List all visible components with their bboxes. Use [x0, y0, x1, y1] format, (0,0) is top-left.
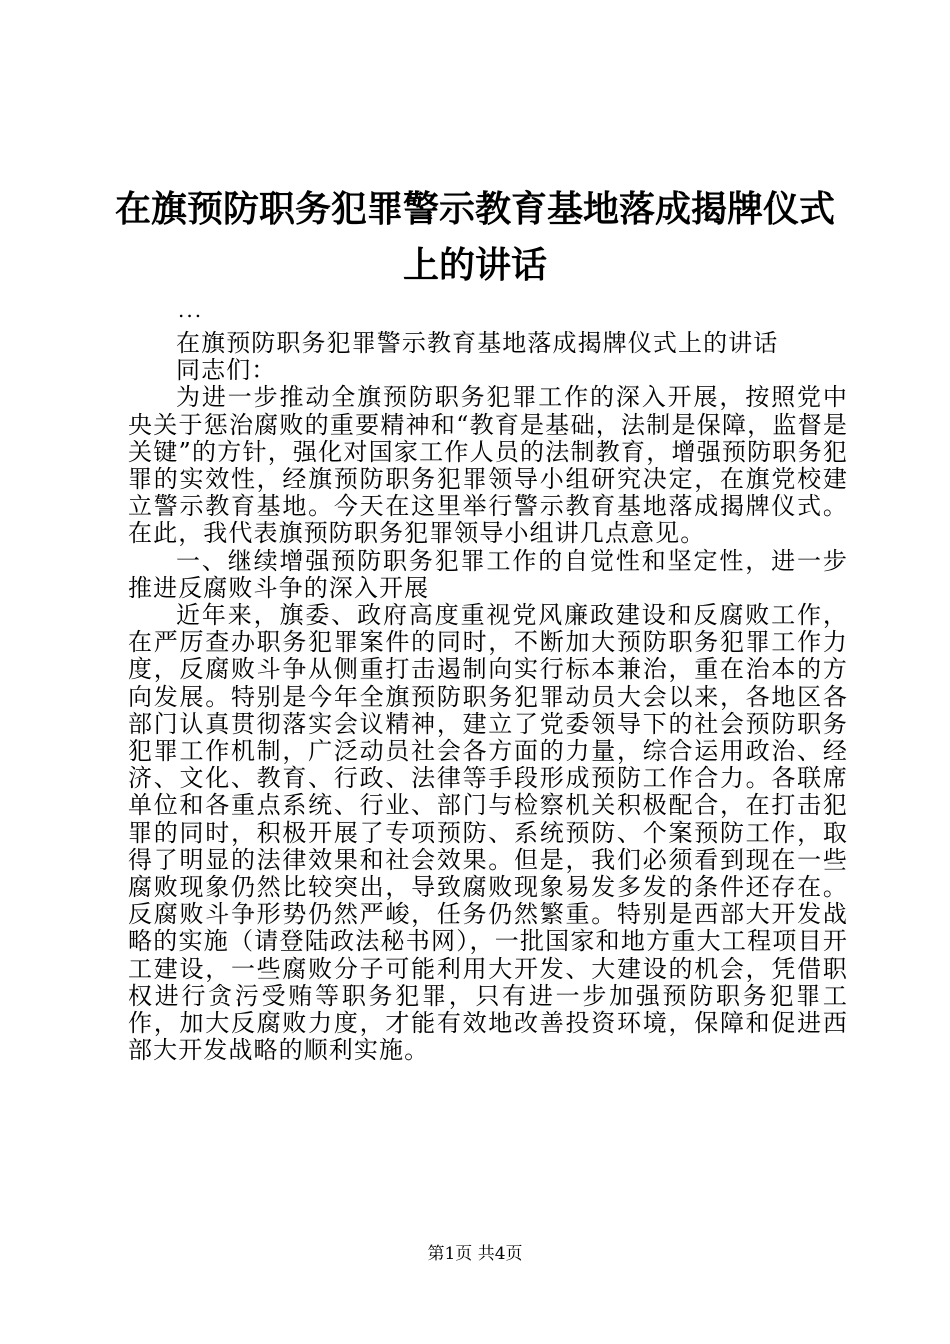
body-paragraph-content: 近年来，旗委、政府高度重视党风廉政建设和反腐败工作，在严厉查办职务犯罪案件的同时，不断加大预防职务犯罪工作力度，反腐败斗争从侧重打击遏制向实行标本兼治，重在治本的方向发展。特别是今年全旗预防职务犯罪动员大会以来，各地区各部门认真贯彻落实会议精神，建立了党委领导下的社会预防职务犯罪工作机制，广泛动员社会各方面的力量，综合运用政治、经济、文化、教育、行政、法律等手段形成预防工作合力。各联席单位和各重点系统、行业、部门与检察机关积极配合，在打击犯罪的同时，积极开展了专项预防、系统预防、个案预防工作，取得了明显的法律效果和社会效果。但是，我们必须看到现在一些腐败现象仍然比较突出，导致腐败现象易发多发的条件还存在。反腐败斗争形势仍然严峻，任务仍然繁重。特别是西部大开发战略的实施（请登陆政法秘书网），一批国家和地方重大工程项目开工建设，一些腐败分子可能利用大开发、大建设的机会，凭借职权进行贪污受贿等职务犯罪，只有进一步加强预防职务犯罪工作，加大反腐败力度，才能有效地改善投资环境，保障和促进西部大开发战略的顺利实施。: [128, 601, 848, 1065]
body-paragraph-salutation: 同志们：: [176, 356, 277, 385]
document-body: [128, 330, 848, 1064]
body-paragraph-intro: 为进一步推动全旗预防职务犯罪工作的深入开展，按照党中央关于惩治腐败的重要精神和“教育是基础，法制是保障，监督是关键”的方针，强化对国家工作人员的法制教育，增强预防职务犯罪的实效性，经旗预防职务犯罪领导小组研究决定，在旗党校建立警示教育基地。今天在这里举行警示教育基地落成揭牌仪式。在此，我代表旗预防职务犯罪领导小组讲几点意见。: [128, 383, 848, 548]
body-paragraph-subtitle: 在旗预防职务犯罪警示教育基地落成揭牌仪式上的讲话: [176, 329, 779, 357]
body-paragraph-section-heading: 一、继续增强预防职务犯罪工作的自觉性和坚定性，进一步推进反腐败斗争的深入开展: [128, 546, 848, 602]
page-footer: 第1页 共4页: [427, 1244, 523, 1264]
document-title-line-2: 上的讲话: [402, 244, 547, 286]
document-title-line-1: 在旗预防职务犯罪警示教育基地落成揭牌仪式: [114, 188, 835, 230]
ellipsis-marker: ...: [178, 298, 204, 322]
